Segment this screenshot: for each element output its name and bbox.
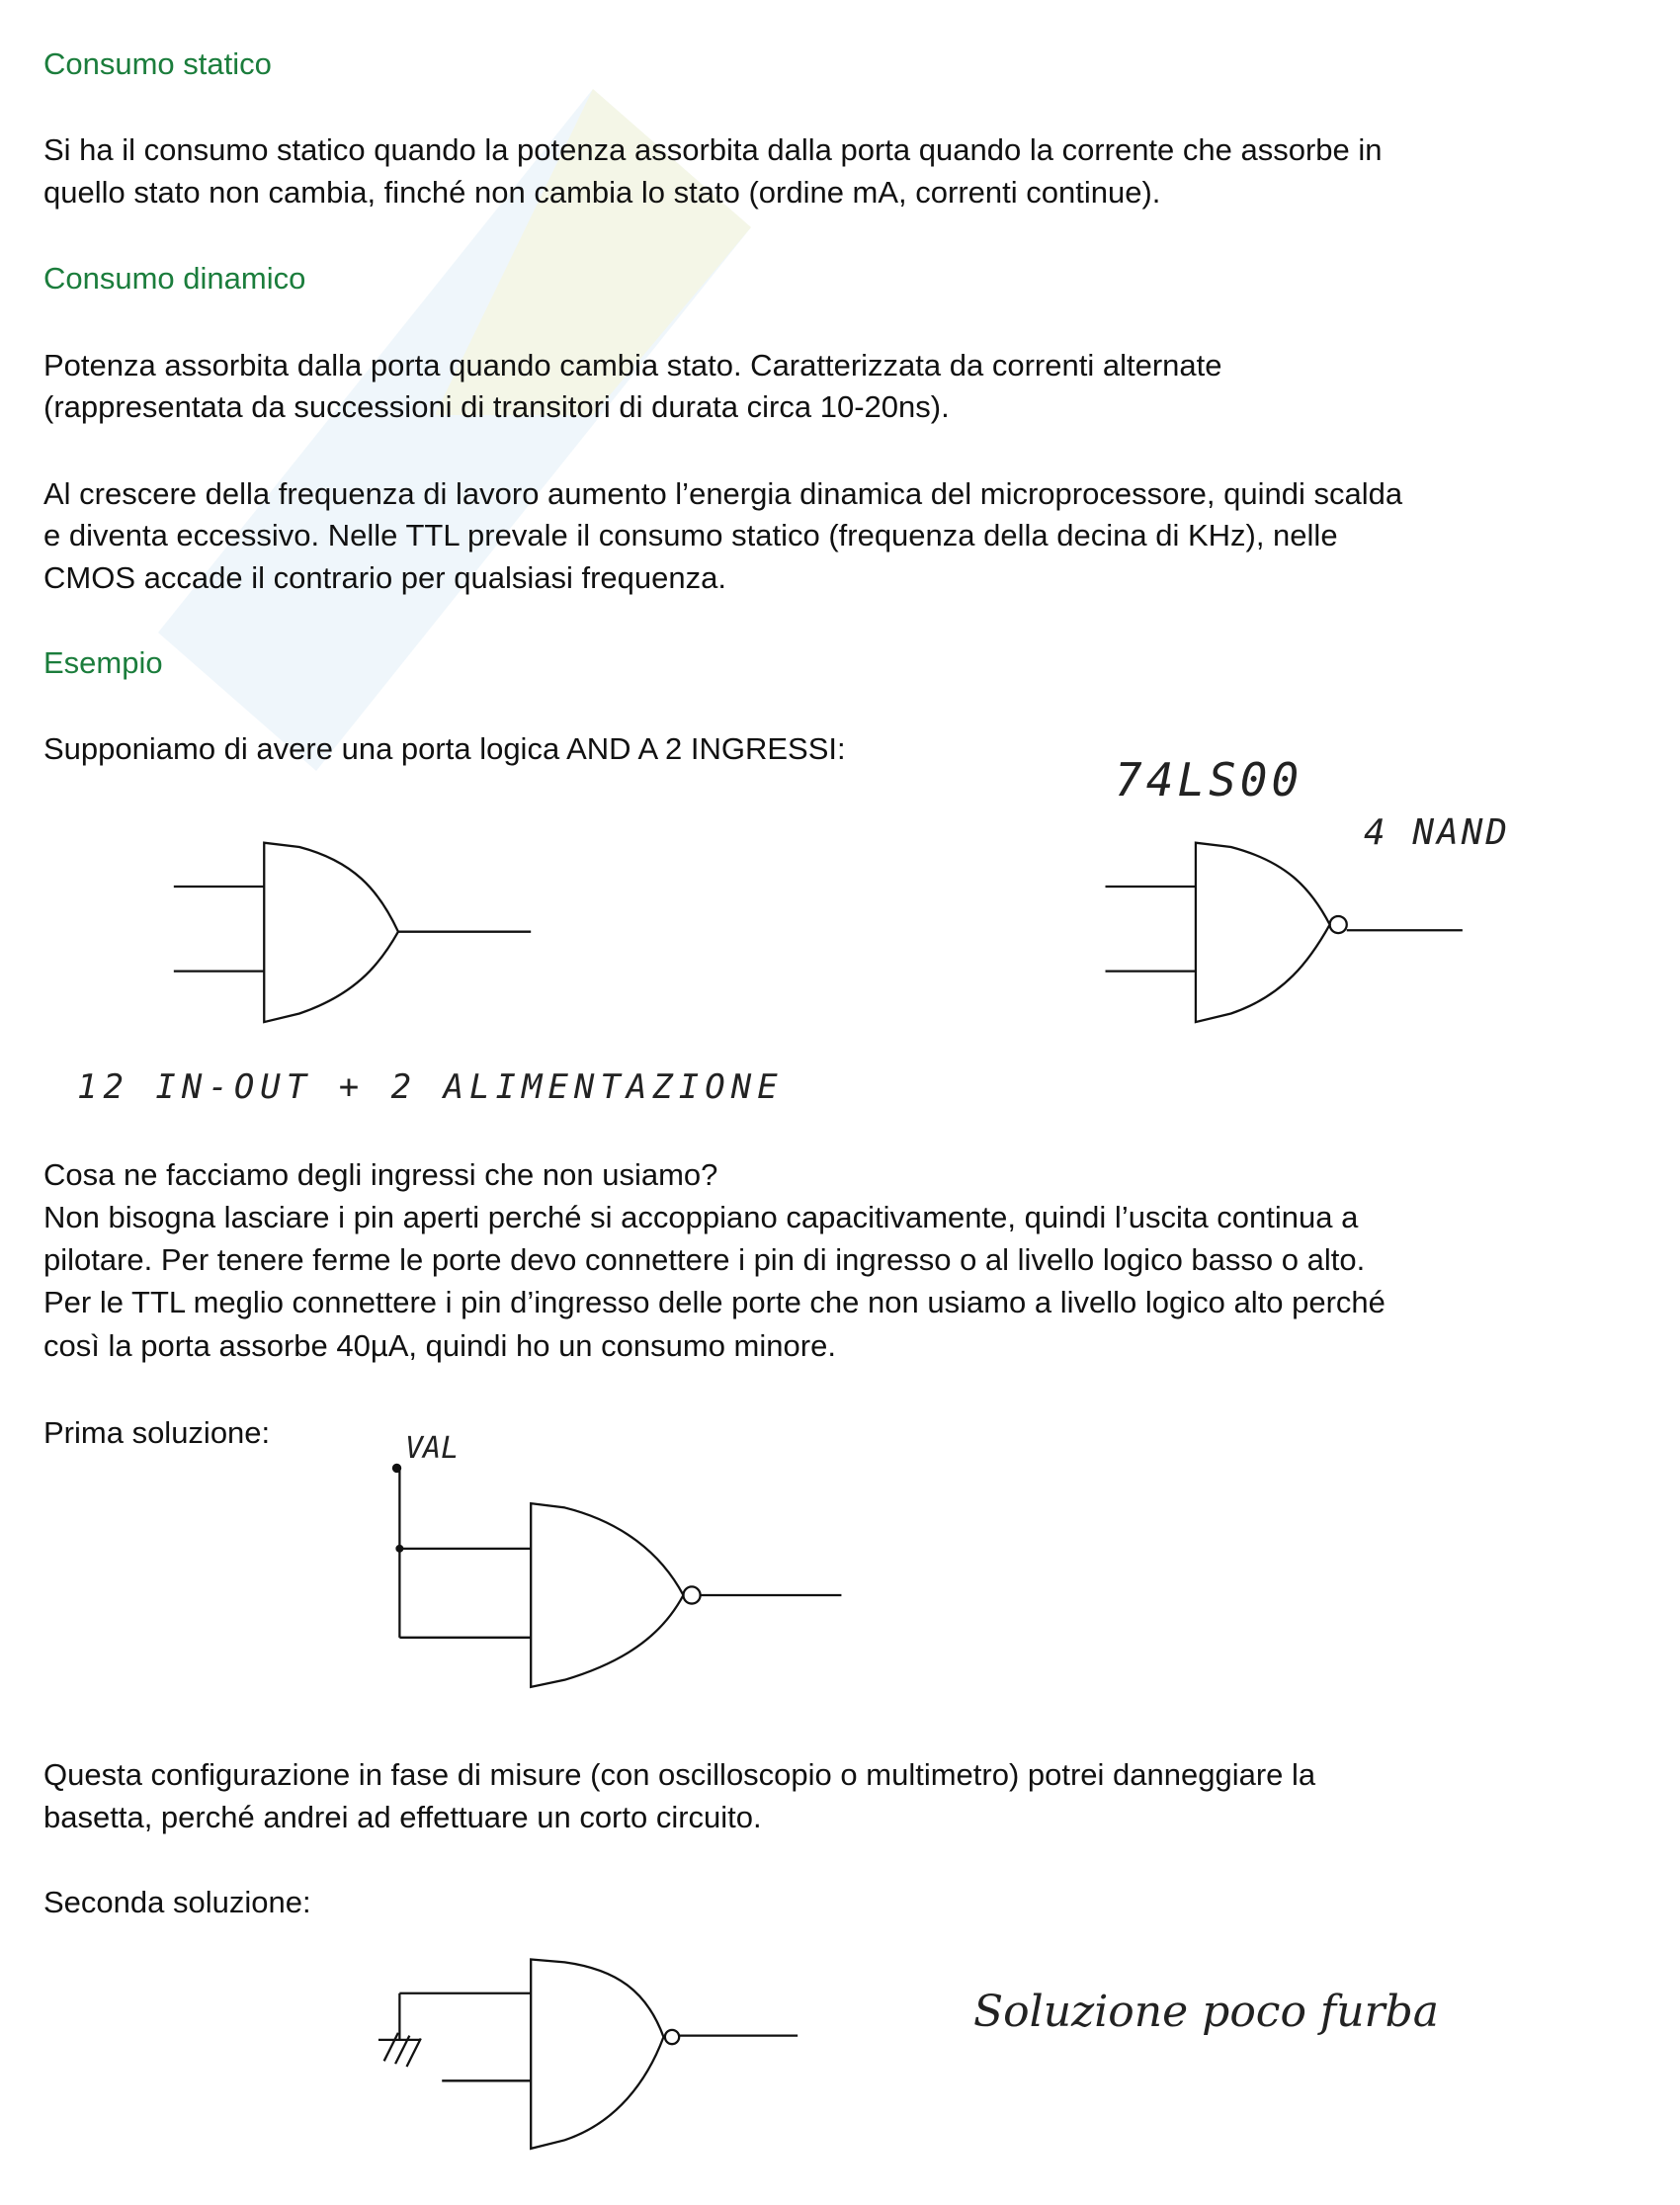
paragraph-line: Supponiamo di avere una porta logica AND A 2 INGRESSI: [43,731,846,766]
nand-gate-tied-to-ground-diagram [378,1959,798,2148]
label-seconda-soluzione: Seconda soluzione: [43,1885,311,1919]
handwritten-val-label: VAL [405,1431,460,1466]
heading-esempio: Esempio [43,645,163,680]
paragraph-line: Cosa ne facciamo degli ingressi che non usiamo? [43,1157,718,1192]
label-prima-soluzione: Prima soluzione: [43,1415,271,1450]
heading-consumo-statico: Consumo statico [43,46,272,81]
paragraph-line: basetta, perché andrei ad effettuare un corto circuito. [43,1800,762,1834]
handwritten-note-poco-furba: Soluzione poco furba [973,1987,1439,2037]
paragraph-line: Per le TTL meglio connettere i pin d’ingresso delle porte che non usiamo a livello logico alto perché [43,1285,1386,1319]
paragraph-line: Si ha il consumo statico quando la potenza assorbita dalla porta quando la corrente che assorbe in [43,132,1383,167]
paragraph-line: pilotare. Per tenere ferme le porte devo connettere i pin di ingresso o al livello logico basso o alto. [43,1242,1366,1277]
paragraph-line: quello stato non cambia, finché non cambia lo stato (ordine mA, correnti continue). [43,175,1161,210]
nand-gate-diagram [1106,843,1463,1022]
paragraph-line: CMOS accade il contrario per qualsiasi frequenza. [43,560,726,595]
nand-gate-tied-to-vcc-diagram [393,1465,841,1687]
heading-consumo-dinamico: Consumo dinamico [43,261,306,296]
handwritten-chip-note: 74LS00 [1115,753,1303,806]
paragraph-line: e diventa eccessivo. Nelle TTL prevale il consumo statico (frequenza della decina di KHz), nelle [43,518,1338,552]
paragraph-line: Potenza assorbita dalla porta quando cambia stato. Caratterizzata da correnti alternate [43,348,1222,382]
paragraph-line: Al crescere della frequenza di lavoro aumento l’energia dinamica del microprocessore, quindi scalda [43,476,1403,511]
paragraph-line: (rappresentata da successioni di transitori di durata circa 10-20ns). [43,389,950,424]
paragraph-line: così la porta assorbe 40µA, quindi ho un consumo minore. [43,1328,836,1363]
paragraph-line: Non bisogna lasciare i pin aperti perché si accoppiano capacitivamente, quindi l’uscita continua a [43,1200,1359,1234]
handwritten-nand-note: 4 NAND [1364,812,1511,853]
and-gate-diagram [174,843,531,1022]
paragraph-line: Questa configurazione in fase di misure (con oscilloscopio o multimetro) potrei danneggiare la [43,1757,1316,1792]
handwritten-pins-note: 12 IN-OUT + 2 ALIMENTAZIONE [77,1067,784,1107]
